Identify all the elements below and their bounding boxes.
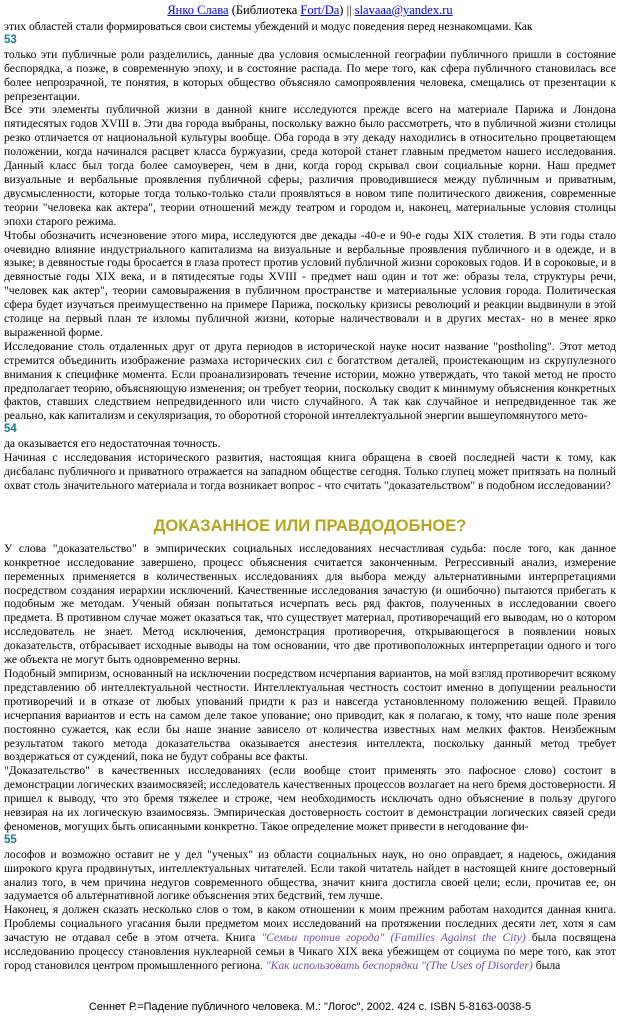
library-link[interactable]: Fort/Da xyxy=(300,3,340,17)
book-text xyxy=(4,20,616,973)
page-header xyxy=(0,0,620,18)
paragraph-10: "Доказательство" в качественных исследованиях (если вообще стоит применять это пафосное слово) состоит в демонстрации логических взаимосвязей; исследователь качественных процессов возлагает на него бремя достоверности. Я пришел к выводу, что это бремя тяжелее и строже, чем необходимость исключать одно объяснение в пользу другого невзирая на их логическую взаимосвязь. Эмпирическая достоверность состоит в демонстрации логических связей среди феноменов, могущих быть описанными конкретно. Такое определение может привести в негодование фи- xyxy=(4,764,616,833)
paragraph-12-part-b: была посвящена исследованию процессу становления нуклеарной семьи в Чикаго XIX века убежищем от социума по мере того, как этот город становился центром промышленного региона. xyxy=(4,931,617,972)
page-number-54: 54 xyxy=(4,423,17,436)
paragraph-9: Подобный эмпиризм, основанный на исключении посредством исчерпания вариантов, на мой взгляд противоречит всякому представлению об интеллектуальной честности. Интеллектуальная честность состоит именно в допущении реальности противоречий и в отказе от любых упований придти к раз и навсегда установленному положению вещей. Правило исчерпания вариантов и есть на самом деле такое упование; оно приводит, как я полагаю, к тому, что наше поле зрения постоянно сужается, как если бы наше знание зависело от количества известных нам мелких фактов. Неизбежным результатом такого метода доказательства оказывается анестезия интеллекта, поскольку данный метод требует воздержаться от суждений, пока не будут собраны все факты. xyxy=(4,666,616,764)
paragraph-2: только эти публичные роли разделились, данные два условия осмысленной географии публичного пришли в состояние беспорядка, а позже, в современную эпоху, и в состояние распада. По мере того, как сфера публичного становилась все более непрозрачной, те понятия, в которых общество объясняло самопроявления человека, смещались от презентации к репрезентации. xyxy=(4,47,616,103)
paragraph-11: лософов и возможно оставит не у дел "ученых" из области социальных наук, но оно оправдает, я надеюсь, ожидания широкого круга продвинутых, интеллектуальных читателей. Если такой читатель найдет в настоящей книге достоверный анализ того, в чем причина недугов современного общества, значит книга достигла своей цели; если, прочитав ее, он задумается об альтернативной логике объяснения этих бедствий, тем лучше. xyxy=(4,847,616,903)
book-title-families-against-the-city: "Семьи против города" (Families Against the City) xyxy=(261,931,526,945)
paragraph-4: Чтобы обозначить исчезновение этого мира, исследуются две декады -40-е и 90-е годы XIX столетия. В эти годы стало очевидно влияние индустриального капитализма на визуальные и вербальные проявления публичного и в одежде, и в языке; в девяностые годы бросается в глаза протест против условий публичной жизни сороковых годов. И в сороковые, и в девяностые годы XIX века, и в пятидесятые годы XVIII - предмет наш один и тот же: образы тела, структуры речи, "человек как актер", теории самовыражения в публичном пространстве и материальные условия города. Политическая сфера будет изучаться преимущественно на примере Парижа, поскольку кризисы революций и реакции выдвинули в этой столице на первый план те изломы публичной жизни, которые наличествовали и в других местах- но в менее ярко выраженной форме. xyxy=(4,228,616,339)
header-text-open: (Библиотека xyxy=(228,3,301,17)
section-heading: ДОКАЗАННОЕ ИЛИ ПРАВДОДОБНОЕ? xyxy=(153,516,467,535)
email-link[interactable]: slavaaa@yandex.ru xyxy=(354,3,453,17)
page-number-53: 53 xyxy=(4,33,17,46)
author-link[interactable]: Янко Слава xyxy=(167,3,229,17)
paragraph-12 xyxy=(4,903,616,973)
paragraph-12-part-a: Наконец, я должен сказать несколько слов о том, в каком отношении к моим прежним работам находится данная книга. Проблемы социального угасания были предметом моих исследований на протяжении последних десяти лет, хотя я сам зачастую не отдавал себе в этом отчета. Книга xyxy=(4,903,616,945)
paragraph-3: Все эти элементы публичной жизни в данной книге исследуются прежде всего на материале Парижа и Лондона пятидесятых годов XVIII в. Эти два города выбраны, поскольку важно было рассмотреть, что в публичной жизни столицы резко отличается от национальной культуры вообще. Оба города в эту декаду находились в относительно процветающем положении, когда начинался расцвет класса буржуазии, среда которой станет главным предметом нашего исследования. Данный класс был тогда более самоуверен, чем в дни, когда город скрывал свои социальные корни. Наш предмет визуальные и вербальные проявления публичной сферы, различия проводившиеся между публичным и приватным, двусмысленности, которые тогда только-только стали проявляться в новом типе политического движения, современные теории "человека как актера", теории отношений между театром и городом и, наконец, материальные условия столицы эпохи старого режима. xyxy=(4,103,616,228)
paragraph-1: этих областей стали формироваться свои системы убеждений и модус поведения перед незнакомцами. Как xyxy=(4,20,533,33)
paragraph-5: Исследование столь отдаленных друг от друга периодов в исторической науке носит название "postholing". Этот метод стремится объединить изображение размаха исторических сил с богатством деталей, проистекающим из скрупулезного внимания к специфике момента. Если проанализировать течение истории, можно утверждать, что такой метод не просто предполагает теорию, объясняющую изменения; он требует теории, поскольку сводит к минимуму объяснения конкретных фактов, ставших следствием непредвиденного или чисто случайного. А так как случайное и непредвиденное так же реально, как капитализм и секуляризация, то оборотной стороной интеллектуальной энергии вышеупомянутого мето- xyxy=(4,339,616,423)
paragraph-7: Начиная с исследования исторического развития, настоящая книга обращена в своей последней части к тому, как дисбаланс публичного и приватного отражается на западном обществе сегодня. Только глупец может притязать на полный охват столь значительного материала и тогда возникает вопрос - что считать "доказательством" в подобном исследовании? xyxy=(4,451,616,492)
citation-footer: Сеннет Р.=Падение публичного человека. М.: "Логос", 2002. 424 с. ISBN 5-8163-0038-5 xyxy=(88,1001,532,1013)
book-title-uses-of-disorder: "Как использовать беспорядки "(The Uses of Disorder) xyxy=(265,959,533,972)
paragraph-8: У слова "доказательство" в эмпирических социальных исследованиях несчастливая судьба: после того, как данное конкретное исследование завершено, процесс объяснения считается законченным. Регрессивный анализ, измерение переменных применяется в количественных исследованиях для выбора между альтернативными интерпретациями посредством создания иерархии исключений. Качественные исследования зачастую (и ошибочно) пытаются прибегать к подобным же методам. Ученый обязан попытаться исчерпать весь ряд фактов, полученных в исследовании своего предмета. В противном случае может оказаться так, что существует материал, противоречащий его выводам, но о котором исследователь не знает. Метод исключения, демонстрация противоречия, открывающегося в появлении новых доказательств, отбрасывает исходные выводы на том основании, что две противоположных интерпретации одного и того же объекта не могут быть одновременно верны. xyxy=(4,541,616,667)
paragraph-12-part-c: была xyxy=(532,959,561,972)
header-text-close: ) || xyxy=(339,3,355,17)
page-number-55: 55 xyxy=(4,833,17,846)
paragraph-6: да оказывается его недостаточная точность. xyxy=(4,437,221,451)
